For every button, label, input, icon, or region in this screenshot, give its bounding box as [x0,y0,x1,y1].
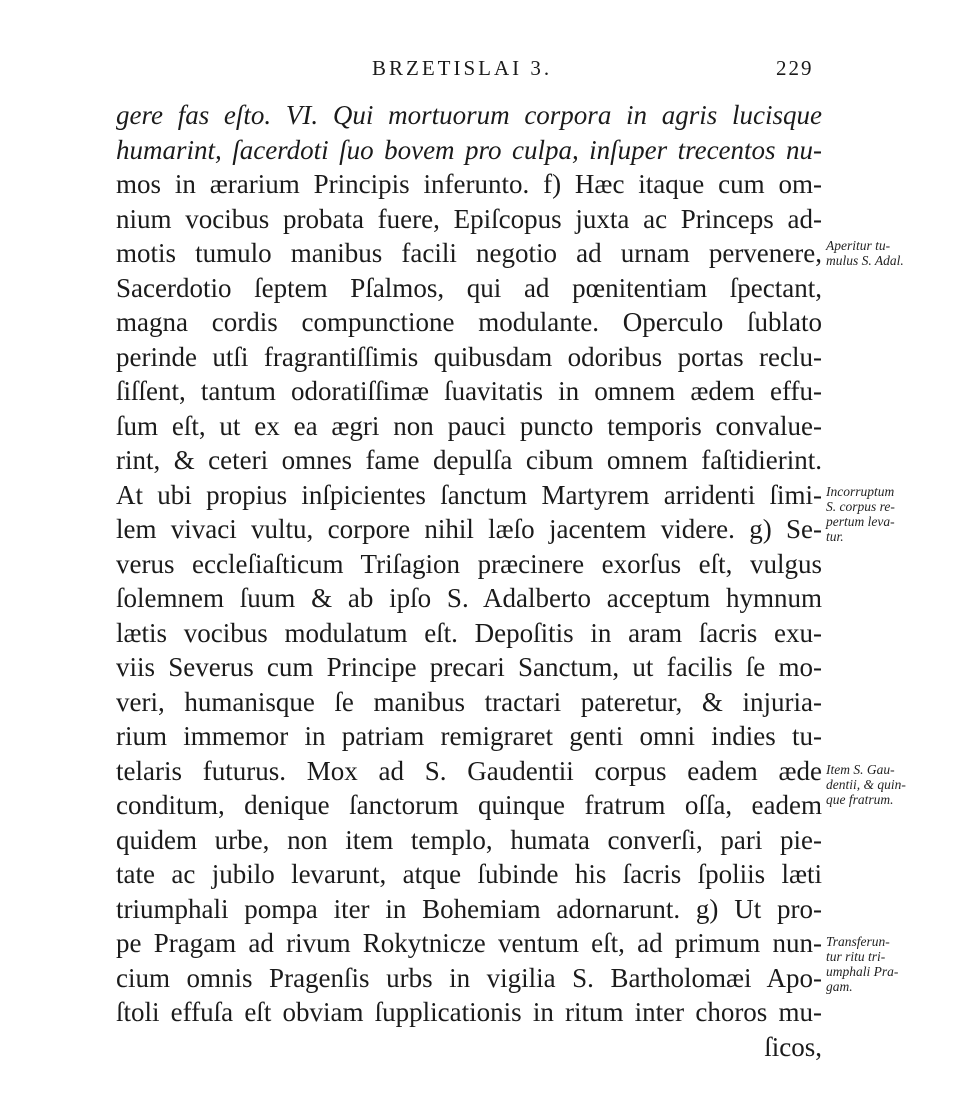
text-line: ſtoli effuſa eſt obviam ſupplicationis in ritum inter choros mu- [116,997,822,1027]
body-text [116,98,822,1064]
text-line: rint, & ceteri omnes fame depulſa cibum omnem faſtidierint. [116,445,822,475]
running-head: BRZETISLAI 3. [372,56,553,80]
text-line: veri, humanisque ſe manibus tractari pateretur, & injuria- [116,686,822,717]
margin-note-line: tur ritu tri- [826,949,886,964]
text-line: lem vivaci vultu, corpore nihil læſo jacentem videre. g) Se- [116,514,822,544]
margin-note-line: dentii, & quin- [826,777,906,792]
margin-note-line: mulus S. Adal. [826,253,904,268]
margin-note-line: Incorruptum [826,484,895,499]
text-line: telaris futurus. Mox ad S. Gaudentii corpus eadem æde [116,755,822,786]
text-line: conditum, denique ſanctorum quinque fratrum oſſa, eadem [116,790,822,820]
text-line: Sacerdotio ſeptem Pſalmos, qui ad pœnitentiam ſpectant, [116,272,822,303]
text-line: cium omnis Pragenſis urbs in vigilia S. Bartholomæi Apo- [116,962,822,993]
margin-note-aperitur [826,238,946,268]
margin-note-gaudentii [826,762,946,807]
catchword: ſicos, [764,1031,822,1062]
text-line: motis tumulo manibus facili negotio ad urnam pervenere, [116,238,822,268]
margin-note-line: gam. [826,979,853,994]
text-line: mos in ærarium Principis inferunto. f) Hæc itaque cum om- [116,169,822,199]
text-line: lætis vocibus modulatum eſt. Depoſitis in aram ſacris exu- [116,617,822,648]
margin-note-line: pertum leva- [826,514,895,529]
text-line: ſum eſt, ut ex ea ægri non pauci puncto temporis convalue- [116,410,822,441]
text-line: triumphali pompa iter in Bohemiam adornarunt. g) Ut pro- [116,893,822,924]
margin-note-line: que fratrum. [826,792,894,807]
text-line: rium immemor in patriam remigraret genti omni indies tu- [116,721,822,751]
text-line: ſolemnem ſuum & ab ipſo S. Adalberto acceptum hymnum [116,583,822,613]
text-line: magna cordis compunctione modulante. Operculo ſublato [116,307,822,337]
page-number: 229 [776,56,814,80]
margin-note-line: tur. [826,529,844,544]
text-line: nium vocibus probata fuere, Epiſcopus juxta ac Princeps ad- [116,203,822,234]
margin-note-line: Aperitur tu- [826,238,891,253]
text-line: viis Severus cum Principe precari Sanctum, ut facilis ſe mo- [116,652,822,682]
margin-note-transferuntur [826,934,946,994]
margin-note-line: Item S. Gau- [826,762,895,777]
text-line: pe Pragam ad rivum Rokytnicze ventum eſt, ad primum nun- [116,928,822,958]
page-header [0,56,960,86]
margin-note-line: S. corpus re- [826,499,895,514]
text-line: At ubi propius inſpicientes ſanctum Martyrem arridenti ſimi- [116,479,822,510]
margin-note-incorruptum [826,484,946,544]
text-line: ſiſſent, tantum odoratiſſimæ ſuavitatis in omnem ædem effu- [116,376,822,406]
text-line: gere fas eſto. VI. Qui mortuorum corpora in agris lucisque [116,100,822,130]
margin-note-line: umphali Pra- [826,964,899,979]
text-line: tate ac jubilo levarunt, atque ſubinde his ſacris ſpoliis læti [116,859,822,889]
margin-note-line: Transferun- [826,934,890,949]
text-line: perinde utſi fragrantiſſimis quibusdam odoribus portas reclu- [116,341,822,372]
text-line: verus eccleſiaſticum Triſagion præcinere exorſus eſt, vulgus [116,548,822,579]
text-line: humarint, ſacerdoti ſuo bovem pro culpa, inſuper trecentos nu- [116,134,822,165]
text-line: quidem urbe, non item templo, humata converſi, pari pie- [116,824,822,855]
